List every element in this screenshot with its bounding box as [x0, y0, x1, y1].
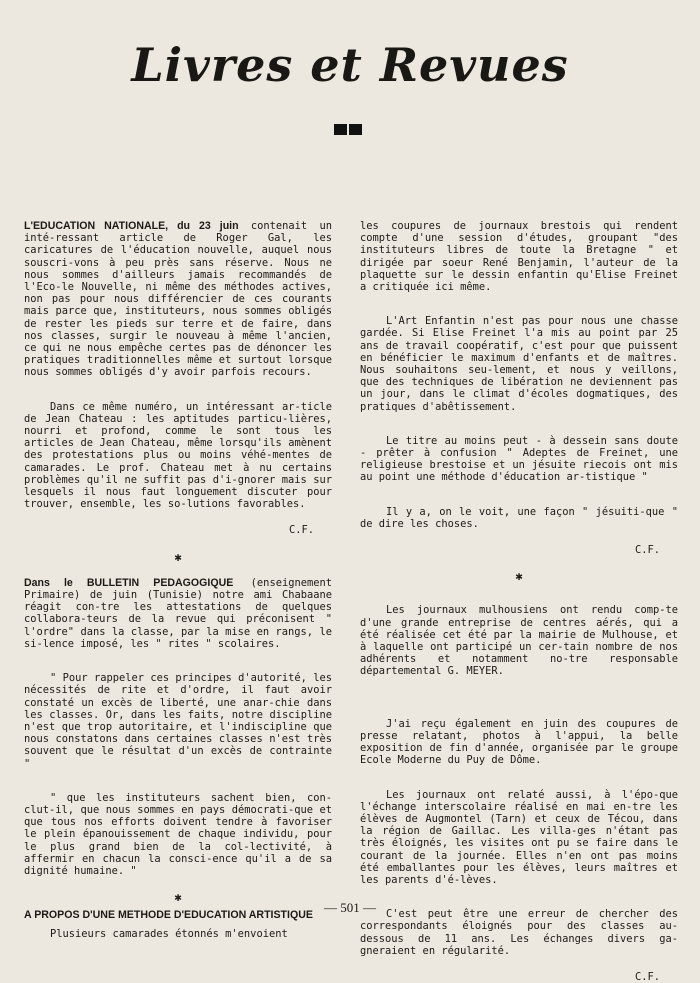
- separator-star-icon: ✱: [174, 549, 182, 564]
- article-paragraph: Les journaux mulhousiens ont rendu comp-te d'une grande entreprise de centres aérés, qui a été réalisée cet été par la mairie de Mulhouse, et à laquelle ont participé un cer-tain nombre de nos adhérents et notamment no-tre responsable départemental G. MEYER.: [360, 604, 678, 678]
- title-ornament: [334, 120, 364, 139]
- article-paragraph: Il y a, on le voit, une façon " jésuiti-que " de dire les choses.: [360, 505, 678, 530]
- article-bulletin-pedagogique: [24, 577, 332, 650]
- signature: C.F.: [634, 544, 660, 557]
- article-paragraph: les coupures de journaux brestois qui rendent compte d'une session d'études, groupant "des instituteurs libres de toute la Bretagne " et dirigée par soeur René Benjamin, l'auteur de la plaquette sur le dessin enfantin qu'Elise Freinet a critiquée ici même.: [360, 220, 678, 294]
- article-paragraph: J'ai reçu également en juin des coupures de presse relatant, photos à l'appui, la belle exposition de fin d'année, organisée par le groupe Ecole Moderne du Puy de Dôme.: [360, 717, 678, 767]
- article-lead: L'EDUCATION NATIONALE, du 23 juin: [24, 220, 239, 232]
- right-column: [360, 220, 678, 983]
- left-column: [24, 220, 332, 940]
- article-paragraph: Le titre au moins peut - à dessein sans doute - prêter à confusion " Adeptes de Freinet, une religieuse brestoise et un jésuite riecois ont mis au point une méthode d'éducation ar-tistique ": [360, 434, 678, 484]
- quote-paragraph: " Pour rappeler ces principes d'autorité, les nécessités de rite et d'ordre, il faut avoir constaté un excès de liberté, une anar-chie dans les classes. Or, dans les faits, notre discipline n'est que trop autoritaire, et l'indiscipline que nous constatons dans certaines classes n'est très souvent que le résultat d'un excès de contrainte ": [24, 672, 332, 770]
- article-text: contenait un inté-ressant article de Roger Gal, les caricatures de l'éducation nouvelle, auquel nous souscri-vons à peu près sans réserve. Nous ne nous sommes d'ailleurs jamais recommandés de l'Eco-le Nouvelle, ni même des méthodes actives, non pas pour nous différencier de ces courants mais parce que, instituteurs, nous sommes obligés de rester les pieds sur terre et de faire, dans nos classes, surgir le nouveau à même l'ancien, ce qui ne nous empêche certes pas de dénoncer les pratiques traditionnelles même et surtout lorsque nous sommes obligés d'y avoir parfois recours.: [24, 220, 332, 379]
- signature: C.F.: [288, 524, 314, 537]
- section-heading: A PROPOS D'UNE METHODE D'EDUCATION ARTISTIQUE: [24, 909, 313, 922]
- separator-star-icon: ✱: [174, 890, 182, 905]
- article-lead: Dans le BULLETIN PEDAGOGIQUE: [24, 576, 234, 589]
- signature: C.F.: [634, 970, 660, 983]
- quote-paragraph: " que les instituteurs sachent bien, con-clut-il, que nous sommes en pays démocrati-que et que tous nos efforts doivent tendre à favoriser le plein épanouissement de chaque individu, pour le plus grand bien de la col-lectivité, à affermir en chacun la consci-ence qu'il a de sa dignité humaine. ": [24, 791, 332, 877]
- article-paragraph: C'est peut être une erreur de chercher des correspondants éloignés pour des classes au-dessous de 11 ans. Les échanges divers ga-gneraient en régularité.: [360, 908, 678, 957]
- article-paragraph: Les journaux ont relaté aussi, à l'épo-que l'échange interscolaire réalisé en mai en-tre les élèves de Augmontel (Tarn) et ceux de Técou, dans la région de Gaillac. Les villa-ges n'étant pas très éloignés, les visites ont pu se faire dans le courant de la journée. Elles n'en ont pas moins été emballantes pour les élèves, leurs maîtres et les parents d'é-lèves.: [360, 788, 678, 886]
- separator-star-icon: ✱: [515, 569, 523, 584]
- article-education-nationale: [24, 220, 332, 379]
- page-title: Livres et Revues: [131, 38, 569, 92]
- article-text: (enseignement Primaire) de juin (Tunisie) notre ami Chabaane réagit con-tre les attestations de quelques collabora-teurs de la revue qui préconisent " l'ordre" dans la classe, par la mise en rangs, le si-lence imposé, les " rites " scolaires.: [24, 576, 332, 650]
- article-paragraph: Plusieurs camarades étonnés m'envoient: [50, 927, 288, 940]
- page-number: — 501 —: [324, 900, 376, 915]
- article-paragraph: Dans ce même numéro, un intéressant ar-ticle de Jean Chateau : les aptitudes particu-lières, nourri et profond, comme le sont tous les articles de Jean Chateau, même lorsqu'ils amènent des protestations plus ou moins véhé-mentes de camarades. Le prof. Chateau met à nu certains problèmes qu'il ne suffit pas d'i-gnorer mais sur lesquels il nous faut longuement discuter pour trouver, ensemble, les so-lutions favorables.: [24, 400, 332, 511]
- article-paragraph: L'Art Enfantin n'est pas pour nous une chasse gardée. Si Elise Freinet l'a mis au point par 25 ans de travail coopératif, c'est pour que puissent en bénéficier le maximum d'enfants et de maîtres. Nous souhaitons seu-lement, et nous y veillons, que des techniques de libération ne deviennent pas un jour, dans le climat d'écoles dogmatiques, des pratiques d'abêtissement.: [360, 315, 678, 413]
